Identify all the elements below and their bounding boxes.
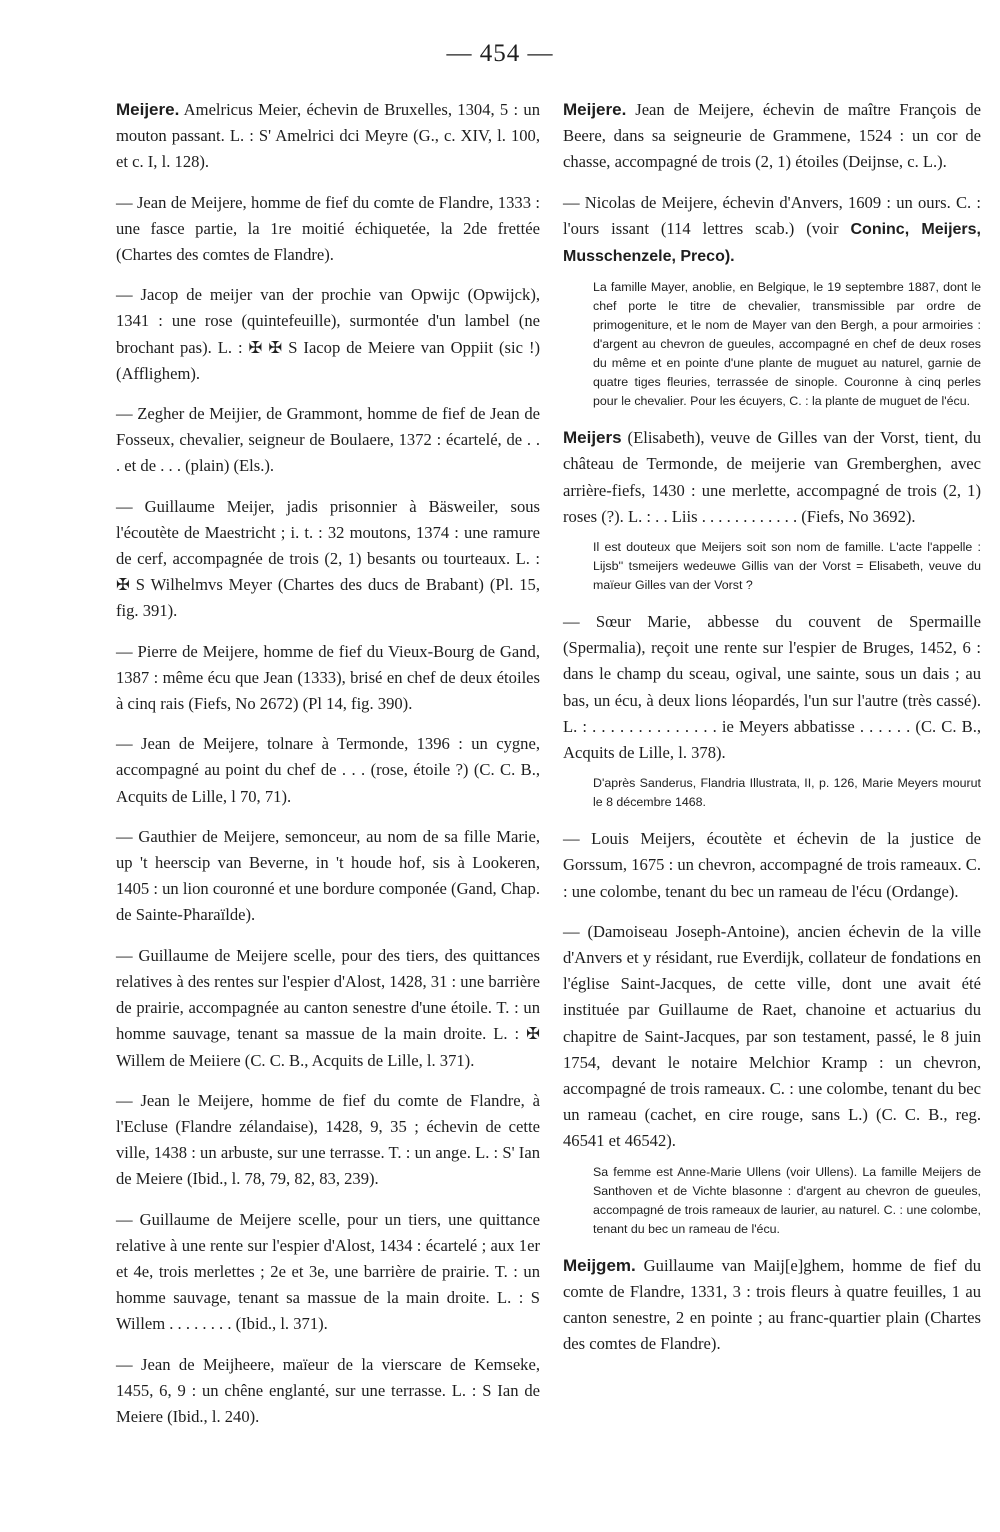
entry: — Louis Meijers, écoutète et échevin de la justice de Gorssum, 1675 : un chevron, accompagné de trois rameaux. C. : une colombe, tenant du bec un rameau de l'écu (Ordange). [563,829,981,901]
entry: — Guillaume de Meijere scelle, pour des tiers, des quittances relatives à des rentes sur l'espier d'Alost, 1428, 31 : une barrière de prairie, accompagnée au canton senestre d'une étoile. T. : un homme sauvage, tenant sa massue de la main droite. L. : ✠ Willem de Meiiere (C. C. B., Acquits de Lille, l. 371). [116,945,540,1070]
footnote: Il est douteux que Meijers soit son nom de famille. L'acte l'appelle : Lijsb'' tsmeijers wedeuwe Gillis van der Vorst = Elisabeth, veuve du maïeur Gilles van der Vorst ? [593,540,981,593]
entry: — Sœur Marie, abbesse du couvent de Spermaille (Spermalia), reçoit une rente sur l'espier de Bruges, 1452, 6 : dans le champ du sceau, ogival, une sainte, sous un dais ; au bas, un écu, à deux lions léopardés, l'un sur l'autre (très cassé). L. : . . . . . . . . . . . . . . ie Meyers abbatisse . . . . . . (C. C. B., Acquits de Lille, l. 378). [563,612,981,763]
footnote: D'après Sanderus, Flandria Illustrata, II, p. 126, Marie Meyers mourut le 8 décembre 1468. [593,776,981,810]
footnote: Sa femme est Anne-Marie Ullens (voir Ullens). La famille Meijers de Santhoven et de Vichte blasonne : d'argent au chevron de gueules, accompagné de trois rameaux de laurier, au naturel. C. : une colombe, tenant du bec un rameau de l'écu. [593,1164,981,1236]
entry-heading: Meijere. [116,100,180,119]
entry-text: Jean de Meijere, échevin de maître François de Beere, dans sa seigneurie de Grammene, 1524 : un cor de chasse, accompagné de trois (2, 1) étoiles (Deijnse, c. L.). [563,100,981,172]
entry [563,425,981,530]
entry-text: Amelricus Meier, échevin de Bruxelles, 1304, 5 : un mouton passant. L. : S' Amelrici dci Meyre (G., c. XIV, l. 100, et c. I, l. 128). [116,100,540,172]
entry-heading: Meijere. [563,100,627,119]
entry: — Jean de Meijere, tolnare à Termonde, 1396 : un cygne, accompagné au point du chef de . . . (rose, étoile ?) (C. C. B., Acquits de Lille, l 70, 71). [116,734,540,806]
right-column [563,97,981,1372]
entry: — Jean de Meijere, homme de fief du comte de Flandre, 1333 : une fasce partie, la 1re moitié échiquetée, la 2de frettée (Chartes des comtes de Flandre). [116,192,540,265]
entry [563,190,981,271]
entry: — Gauthier de Meijere, semonceur, au nom de sa fille Marie, up 't heerscip van Beverne, in 't houde hof, sis à Lookeren, 1405 : un lion couronné et une bordure componée (Gand, Chap. de Sainte-Pharaïlde). [116,826,540,925]
entry: — Jean le Meijere, homme de fief du comte de Flandre, à l'Ecluse (Flandre zélandaise), 1428, 9, 35 ; échevin de cette ville, 1438 : un arbuste, sur une terrasse. T. : un ange. L. : S' Ian de Meiere (Ibid., l. 78, 79, 82, 83, 239). [116,1090,540,1189]
entry [563,97,981,176]
entry [563,1253,981,1358]
entry-text: (Elisabeth), veuve de Gilles van der Vorst, tient, du château de Termonde, de meijerie van Gremberghen, avec arrière-fiefs, 1430 : une merlette, accompagné de trois (2, 1) roses (?). L. : . . Liis . . . . . . . . . . . . (Fiefs, No 3692). [563,428,981,526]
entry [116,97,540,176]
entry: — Jean de Meijheere, maïeur de la vierscare de Kemseke, 1455, 6, 9 : un chêne englanté, sur une terrasse. L. : S Ian de Meiere (Ibid., l. 240). [116,1354,540,1426]
page-number: — 454 — [446,40,554,67]
entry-text: Guillaume van Maij[e]ghem, homme de fief du comte de Flandre, 1331, 3 : trois fleurs à quatre feuilles, 1 au canton senestre, 2 en pointe ; au franc-quartier plain (Chartes des comtes de Flandre). [563,1255,981,1354]
entry: — Zegher de Meijier, de Grammont, homme de fief de Jean de Fosseux, chevalier, seigneur de Boulaere, 1372 : écartelé, de . . . et de . . . (plain) (Els.). [116,404,540,476]
entry-text: — Nicolas de Meijere, échevin d'Anvers, 1609 : un ours. C. : l'ours issant (114 lettres scab.) (voir [563,192,981,238]
entry: — Guillaume de Meijere scelle, pour un tiers, une quittance relative à une rente sur l'espier d'Alost, 1434 : écartelé ; aux 1er et 4e, trois merlettes ; 2e et 3e, une barrière de prairie. T. : un homme sauvage, tenant sa massue de la main droite. L. : S Willem . . . . . . . . (Ibid., l. 371). [116,1209,540,1334]
entry: — Pierre de Meijere, homme de fief du Vieux-Bourg de Gand, 1387 : même écu que Jean (1333), brisé en chef de deux étoiles à cinq rais (Fiefs, No 2672) (Pl 14, fig. 390). [116,641,540,714]
footnote: La famille Mayer, anoblie, en Belgique, le 19 septembre 1887, dont le chef porte le titre de chevalier, transmissible par ordre de primogeniture, et le nom de Mayer van den Bergh, a pour armoiries : d'argent au chevron de gueules, accompagné en chef de deux roses du même et en pointe d'une plante de muguet au naturel, garnie de quatre tiges fleuries, terrassée de sinople. Couronne à cinq perles pour le chevalier. Pour les écuyers, C. : la plante de muguet de l'écu. [593,280,981,409]
left-column [116,97,540,1444]
entry: — (Damoiseau Joseph-Antoine), ancien échevin de la ville d'Anvers et y résidant, rue Everdijk, collateur de fondations en l'église Saint-Jacques, de cette ville, dont une avait été instituée par Guillaume de Raet, chanoine et actuarius du chapitre de Saint-Jacques, par son testament, passé, le 8 juin 1754, devant le notaire Melchior Kramp : un chevron, accompagné de trois rameaux. C. : une colombe, tenant du bec un rameau (cachet, en cire rouge, sans L.) (C. C. B., reg. 46541 et 46542). [563,921,981,1151]
cross-references: Coninc, Meijers, Musschenzele, Preco). [563,220,981,266]
entry: — Guillaume Meijer, jadis prisonnier à Bäsweiler, sous l'écoutète de Maestricht ; i. t. : 32 moutons, 1374 : une ramure de cerf, accompagnée de trois (2, 1) besants ou tourteaux. L. : ✠ S Wilhelmvs Meyer (Chartes des ducs de Brabant) (Pl. 15, fig. 391). [116,496,540,621]
entry: — Jacop de meijer van der prochie van Opwijc (Opwijck), 1341 : une rose (quintefeuille), surmontée d'un lambel (ne brochant pas). L. : ✠ ✠ S Iacop de Meiere van Oppiit (sic !) (Afflighem). [116,285,540,383]
entry-heading: Meijers [563,428,622,448]
entry-heading: Meijgem. [563,1255,636,1275]
